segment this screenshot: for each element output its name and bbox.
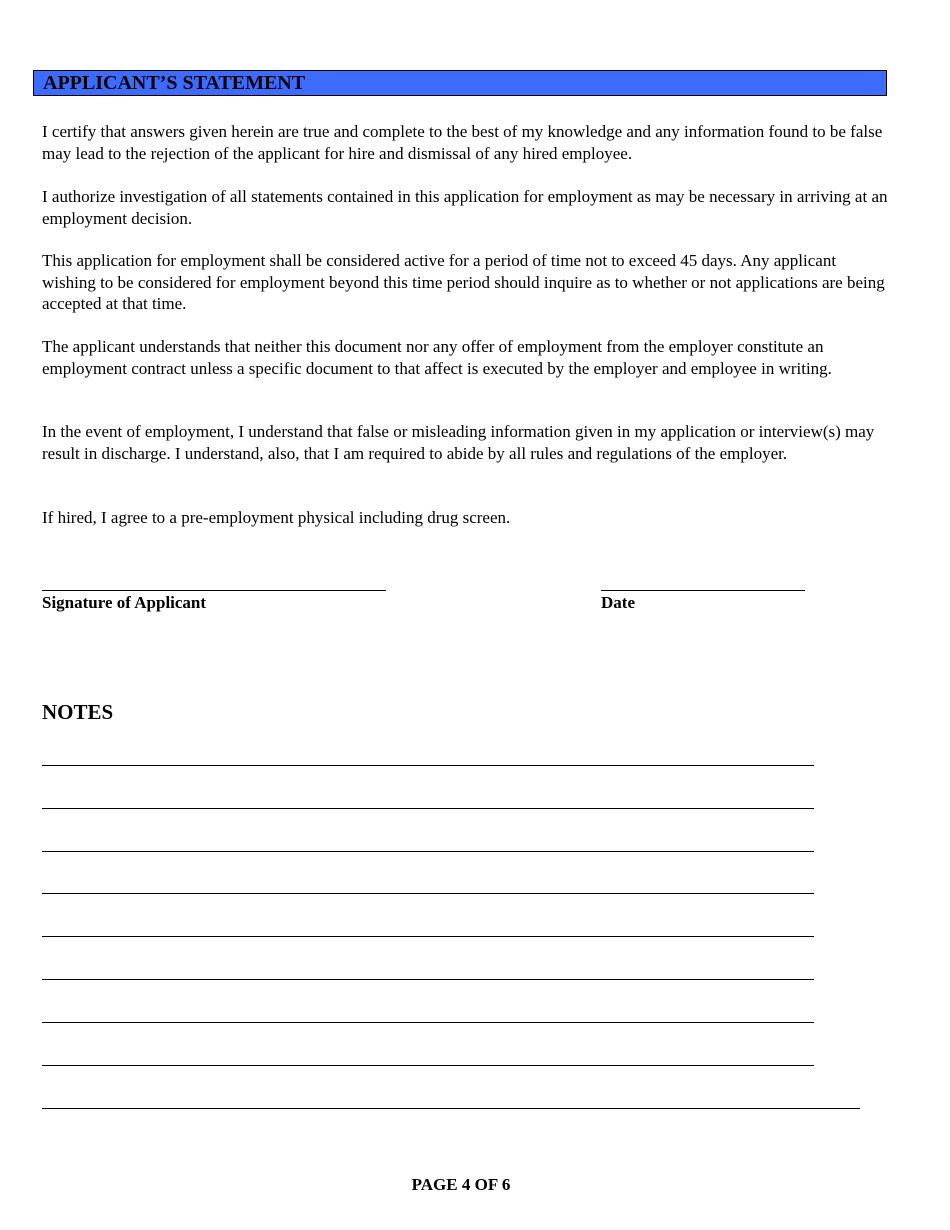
notes-line[interactable]	[42, 1108, 860, 1109]
date-field[interactable]	[601, 590, 805, 591]
page-number: PAGE 4 OF 6	[411, 1175, 511, 1194]
notes-line[interactable]	[42, 1065, 814, 1066]
signature-field[interactable]	[42, 590, 386, 591]
notes-line[interactable]	[42, 808, 814, 809]
notes-line[interactable]	[42, 851, 814, 852]
statement-paragraph-active-period: This application for employment shall be considered active for a period of time not to exceed 45 days. Any applicant wishing to be considered for employment beyond this time period should inquire as to whether or not applications are being accepted at that time.	[42, 251, 885, 313]
notes-line[interactable]	[42, 893, 814, 894]
section-header	[33, 70, 887, 96]
statement-paragraph-authorize: I authorize investigation of all statements contained in this application for employment as may be necessary in arriving at an employment decision.	[42, 187, 888, 228]
statement-paragraph-discharge: In the event of employment, I understand that false or misleading information given in my application or interview(s) may result in discharge. I understand, also, that I am required to abide by all rules and regulations of the employer.	[42, 422, 875, 463]
section-title: APPLICANT’S STATEMENT	[43, 72, 306, 94]
date-label: Date	[601, 593, 635, 612]
notes-title: NOTES	[42, 700, 114, 724]
notes-line[interactable]	[42, 936, 814, 937]
statement-paragraph-certify: I certify that answers given herein are true and complete to the best of my knowledge and any information found to be false may lead to the rejection of the applicant for hire and dismissal of any hired employee.	[42, 122, 883, 163]
signature-label: Signature of Applicant	[42, 593, 207, 612]
notes-line[interactable]	[42, 1022, 814, 1023]
statement-paragraph-drug-screen: If hired, I agree to a pre-employment physical including drug screen.	[42, 508, 511, 527]
notes-line[interactable]	[42, 979, 814, 980]
statement-paragraph-contract: The applicant understands that neither this document nor any offer of employment from the employer constitute an employment contract unless a specific document to that affect is executed by the employer and employee in writing.	[42, 337, 832, 378]
notes-line[interactable]	[42, 765, 814, 766]
